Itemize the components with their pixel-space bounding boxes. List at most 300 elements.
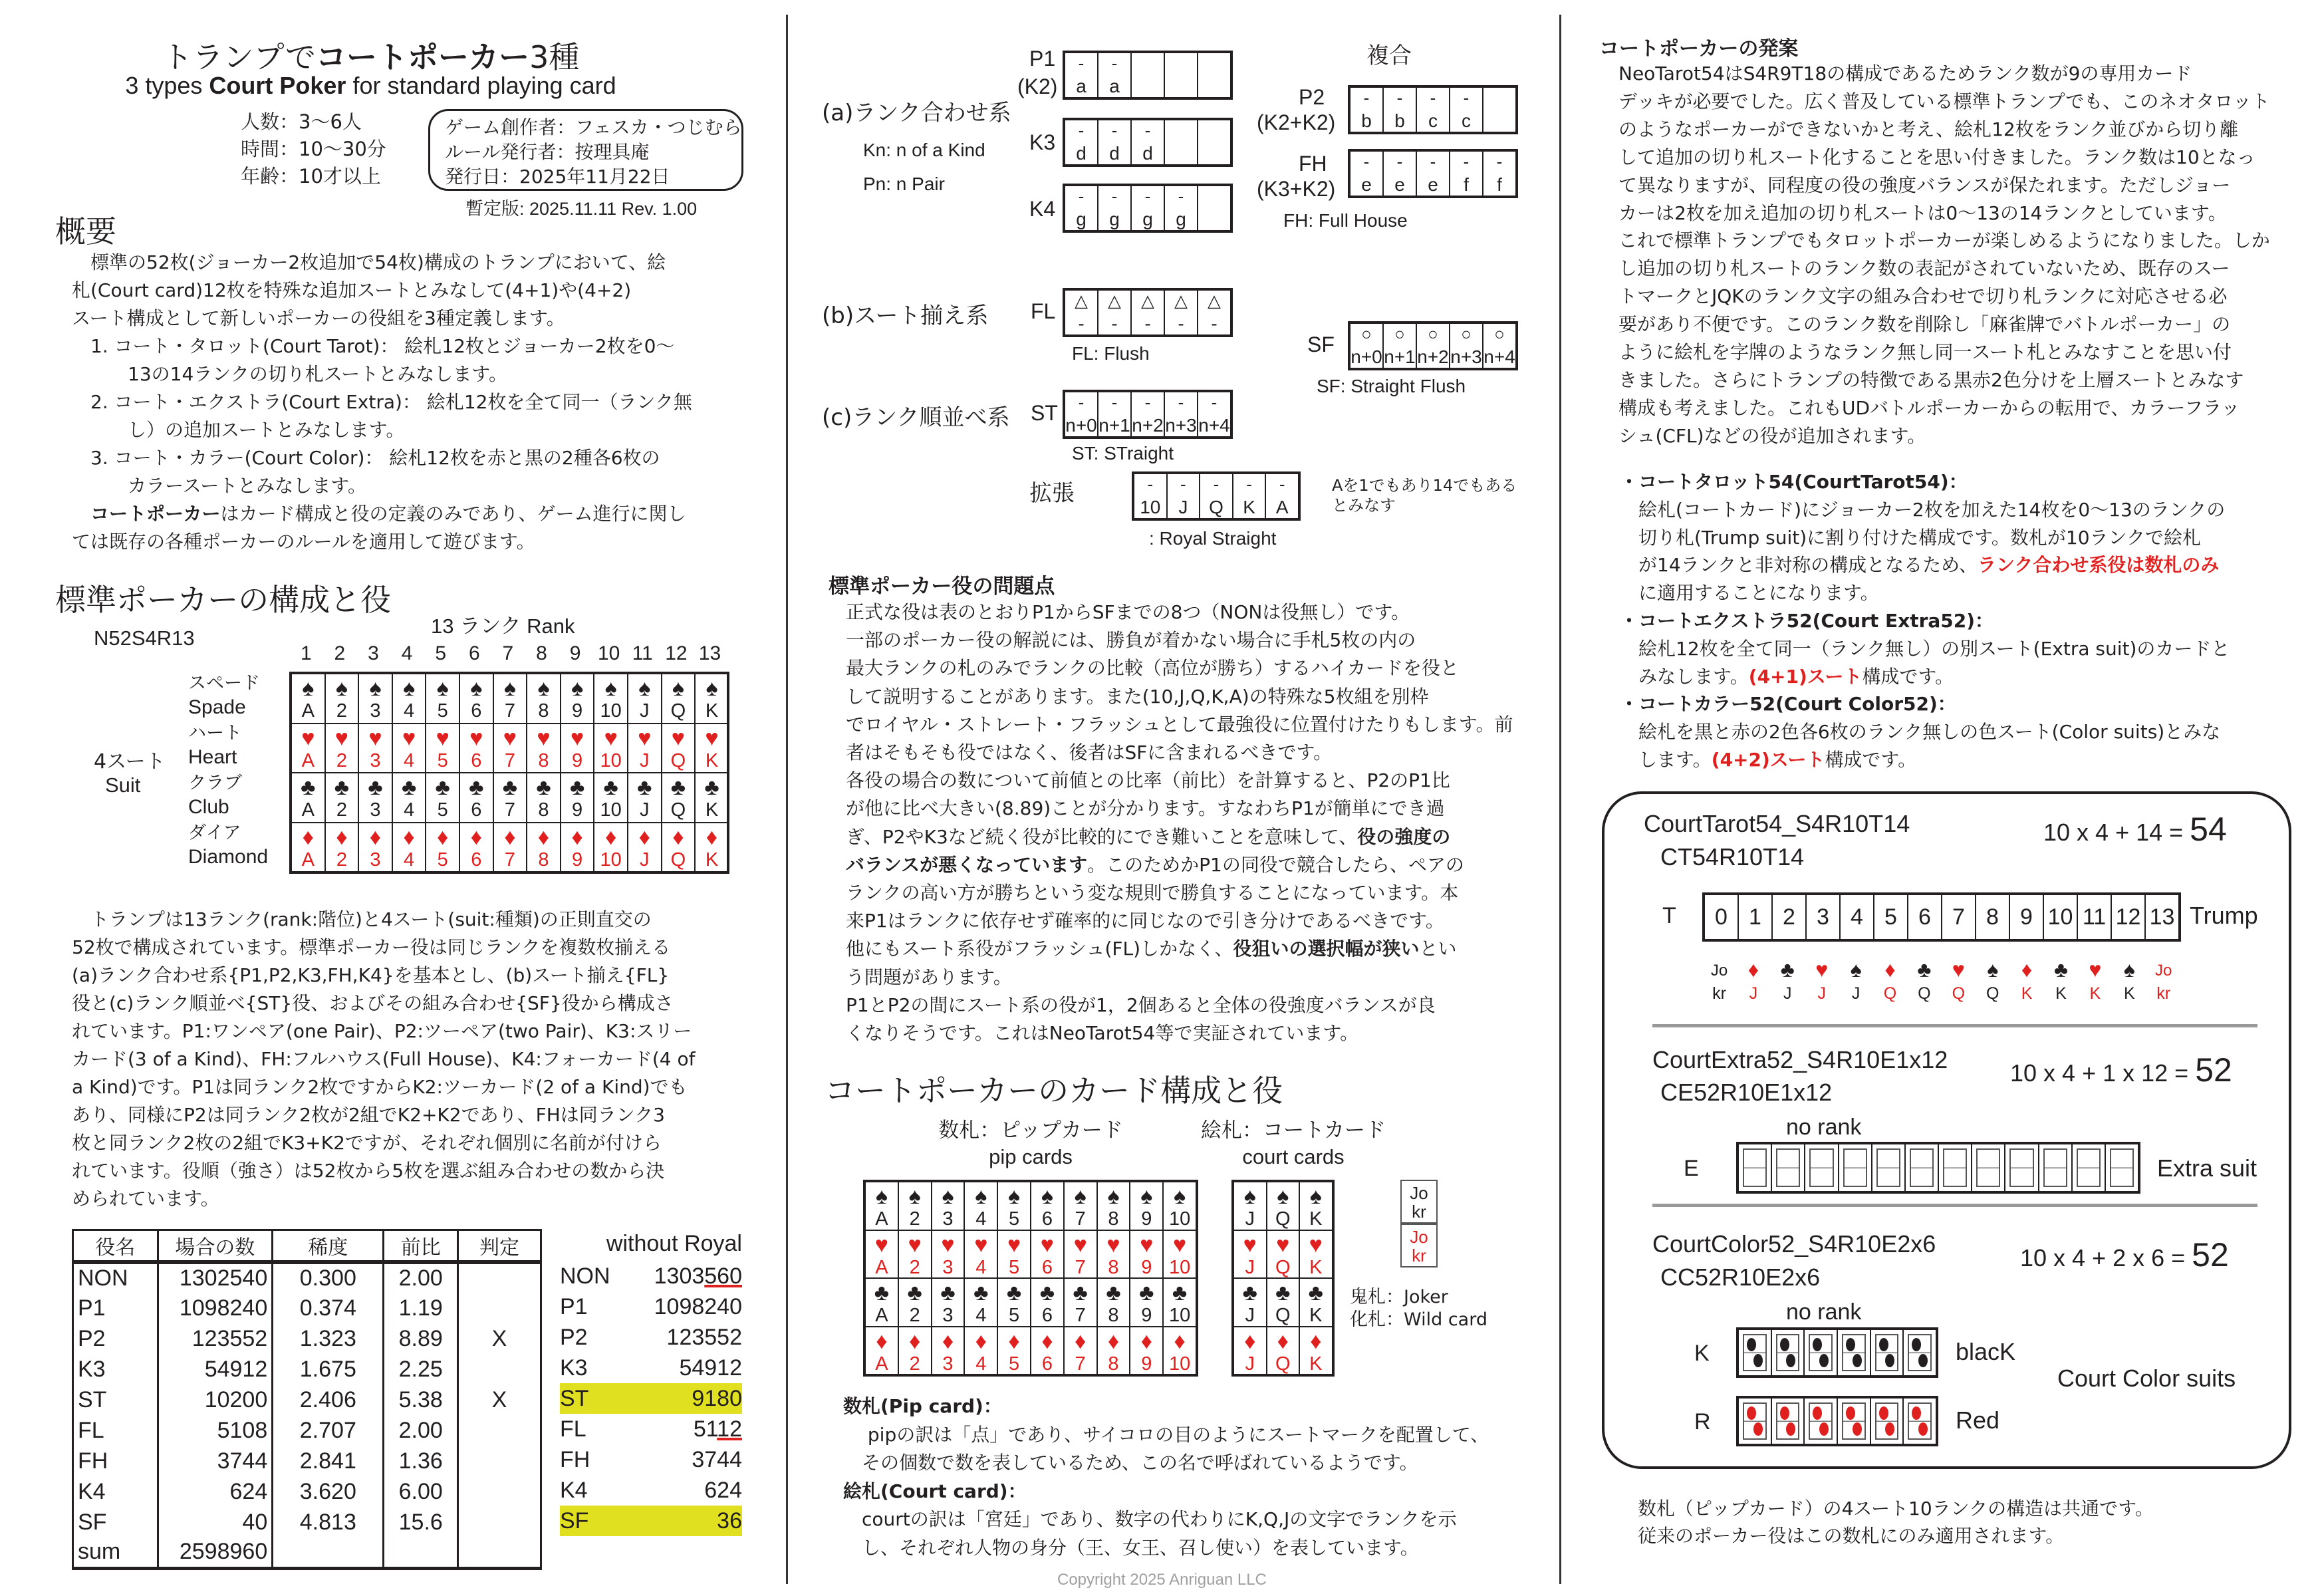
text-line: [843, 1506, 1489, 1534]
table-row: [73, 1476, 541, 1507]
count-main: 624: [704, 1478, 742, 1503]
text-segment: ランク合わせ系役は数札のみ: [1977, 554, 2220, 577]
text-line: [72, 990, 696, 1017]
card-value: n+0: [1350, 346, 1382, 367]
text-line: [1620, 468, 2230, 496]
card-rank: 9: [572, 849, 583, 870]
card-mark: -: [1078, 120, 1085, 140]
suit-diamond-icon: ♦: [1107, 1328, 1120, 1354]
playing-card: [358, 723, 392, 773]
playing-card: [1030, 1181, 1063, 1230]
card-rank: 7: [504, 849, 515, 870]
hand-card: [1197, 186, 1230, 230]
without-royal-row: [560, 1506, 742, 1536]
playing-card: [358, 673, 392, 723]
without-royal-row: [560, 1353, 742, 1383]
suit-diamond-icon: ♦: [1008, 1328, 1020, 1354]
trump-rank-cell: 11: [2077, 895, 2111, 939]
suit-heart-icon: ♥: [368, 725, 382, 751]
proposal-text: [1618, 60, 2270, 450]
rank-match-label: (a)ランク合わせ系: [822, 100, 1011, 126]
playing-card: [964, 1181, 997, 1230]
card-value: d: [1109, 143, 1120, 164]
hand-card: [1482, 152, 1515, 196]
card-rank: 4: [404, 749, 415, 771]
text-line: [1618, 338, 2270, 366]
playing-card: [459, 822, 493, 872]
copyright: Copyright 2025 Anriguan LLC: [1057, 1571, 1267, 1589]
text-segment: 札(Court card)12枚を特殊な追加スートとみなして(4+1)や(4+2): [72, 279, 632, 301]
hand-k4-diagram: [1063, 184, 1233, 233]
suit-label-en: Heart: [188, 746, 237, 768]
table-cell: X: [458, 1385, 541, 1415]
card-rank: K: [705, 799, 719, 821]
court-heading: コートポーカーのカード構成と役: [825, 1073, 1283, 1109]
trump-rank-cell: 8: [1975, 895, 2009, 939]
text-line: [846, 879, 1513, 907]
pip-dot-icon: [1780, 1406, 1789, 1420]
table-cell: K3: [73, 1354, 158, 1385]
pip-dot-icon: [1853, 1354, 1862, 1367]
suit-heart-icon: ♥: [301, 725, 315, 751]
suit-heart-icon: ♥: [436, 725, 450, 751]
hand-card: [1449, 152, 1482, 196]
tarot-formula: [2043, 810, 2227, 849]
without-royal-row: [560, 1261, 742, 1291]
text-segment: ぎ、P2やK3など続く役が比較的にでき難いことを意味して、: [846, 825, 1358, 848]
playing-card: [1129, 1230, 1162, 1278]
wild-note: 化札：Wild card: [1350, 1309, 1487, 1330]
card-rank: 3: [370, 700, 381, 722]
playing-card: [1162, 1277, 1196, 1326]
trump-rank-cell: 0: [1715, 904, 1728, 930]
card-rank: 5: [1009, 1353, 1020, 1375]
table-cell: [273, 1537, 384, 1568]
text-segment: 標準の52枚(ジョーカー2枚追加で54枚)構成のトランプにおいて、絵: [72, 251, 666, 273]
text-line: [72, 360, 692, 388]
card-rank: 4: [975, 1208, 987, 1230]
text-line: [846, 992, 1513, 1019]
trump-rank-cell: 13: [2144, 895, 2178, 939]
table-row: [73, 1507, 541, 1537]
text-segment: が他に比べ大きい(8.89)ことが分かります。すなわちP1が簡単にでき過: [846, 797, 1445, 820]
suit-caption-en: Suit: [105, 773, 141, 797]
table-row: [73, 1323, 541, 1354]
hand-sf-diagram: [1348, 321, 1518, 370]
suit-spade-icon: ♠: [604, 676, 617, 701]
card-mark: -: [1144, 186, 1151, 206]
playing-card: [997, 1277, 1030, 1326]
tarot-code: CT54R10T14: [1660, 843, 1805, 870]
suit-caption-jp: 4スート: [94, 750, 166, 773]
table-cell: 4.813: [273, 1507, 384, 1537]
joker-top: Jo: [1410, 1183, 1428, 1203]
hand-card: [1097, 291, 1130, 334]
extra-suit-card: [1804, 1144, 1837, 1191]
text-segment: その個数で数を表しているため、この名で呼ばれているようです。: [843, 1452, 1418, 1474]
title-bold: コートポーカー: [316, 39, 530, 75]
footer-line: 従来のポーカー役はこの数札にのみ適用されます。: [1638, 1525, 2065, 1547]
suit-heart-icon: ♥: [1106, 1232, 1120, 1258]
total: 52: [2195, 1051, 2232, 1089]
hand-st-diagram: [1063, 390, 1233, 439]
suit-icon: ♦: [1747, 958, 1759, 982]
table-cell: 10200: [158, 1385, 273, 1415]
table-cell: 3.620: [273, 1476, 384, 1507]
table-cell: [384, 1537, 458, 1568]
text-segment: [72, 503, 90, 525]
table-cell: 1.323: [273, 1323, 384, 1354]
card-rank: 3: [370, 849, 381, 870]
standard-text: [72, 906, 696, 1213]
text-line: [72, 332, 692, 360]
hand-p1-sub: (K2): [1017, 74, 1058, 98]
hand-name: P1: [560, 1294, 588, 1319]
text-segment: 絵札(Court card)：: [843, 1480, 1027, 1502]
card-value: g: [1109, 209, 1120, 229]
text-line: [846, 823, 1513, 851]
card-rank: 3: [942, 1305, 954, 1326]
count-main: 51: [693, 1416, 717, 1442]
color-suit-row-red: [1736, 1396, 1938, 1446]
table-cell: ST: [73, 1385, 158, 1415]
color-row-name: blacK: [1956, 1338, 2016, 1365]
card-rank: J: [1245, 1353, 1255, 1375]
card-rank: 9: [1141, 1305, 1152, 1326]
suit-diamond-icon: ♦: [1174, 1328, 1186, 1354]
text-line: [1620, 524, 2230, 552]
card-rank: 8: [1108, 1208, 1119, 1230]
text-line: [72, 1185, 696, 1213]
playing-card: [392, 723, 426, 773]
text-segment: します。: [1620, 748, 1712, 771]
extra-suit-card: [1904, 1144, 1938, 1191]
suit-icon: ♦: [1884, 958, 1896, 982]
hand-card: [1065, 186, 1097, 230]
card-rank: 2: [336, 749, 347, 771]
text-segment: 役狙いの選択幅が狭い: [1233, 938, 1420, 960]
table-header: [73, 1230, 541, 1263]
suit-spade-icon: ♠: [571, 676, 584, 701]
hand-fl-caption: FL: Flush: [1072, 343, 1150, 364]
text-line: [1620, 607, 2230, 635]
color-suit-card: [1870, 1398, 1903, 1444]
suit-club-icon: ♣: [334, 775, 350, 800]
text-line: [72, 1129, 696, 1157]
hand-card: [1097, 392, 1130, 436]
table-row: [73, 1262, 541, 1293]
card-rank: 9: [1141, 1256, 1152, 1278]
hand-p2-sub: (K2+K2): [1257, 110, 1336, 134]
hand-card: [1164, 291, 1197, 334]
suit-heart-icon: ♥: [537, 725, 551, 751]
court-text: [843, 1393, 1489, 1562]
hand-p1-label: P1: [1029, 47, 1056, 70]
pn-note: Pn: n Pair: [863, 174, 945, 194]
pip-dot-icon: [1780, 1338, 1789, 1351]
table-cell: 2.707: [273, 1415, 384, 1446]
extra-code: CE52R10E1x12: [1660, 1079, 1833, 1106]
card-rank: K: [705, 749, 719, 771]
extra-suit-card: [1838, 1144, 1871, 1191]
text-line: [843, 1449, 1489, 1478]
card-rank: K: [1309, 1305, 1323, 1326]
playing-card: [864, 1326, 898, 1375]
card-value: n+4: [1198, 415, 1230, 436]
suit-diamond-icon: ♦: [437, 824, 449, 850]
text-line: [1620, 551, 2230, 579]
card-rank: K: [1309, 1208, 1323, 1230]
deck-code: N52S4R13: [94, 626, 195, 650]
playing-card: [694, 673, 728, 723]
suit-diamond-icon: ♦: [369, 824, 382, 850]
suit-icon: ♥: [1815, 958, 1829, 982]
pip-dot-icon: [1912, 1338, 1921, 1351]
suit-diamond-icon: ♦: [504, 824, 516, 850]
suit-club-icon: ♣: [435, 775, 450, 800]
suit-club-icon: ♣: [704, 775, 719, 800]
players: 人数：3～6人: [241, 110, 362, 133]
playing-card: [661, 772, 695, 822]
count-main: 9180: [692, 1386, 742, 1411]
text-segment: 絵札を黒と赤の2色各6枚のランク無しの色スート(Color suits)とみな: [1620, 721, 2221, 743]
trump-rank-cell: 12: [2111, 895, 2144, 939]
suit-spade-icon: ♠: [706, 676, 718, 701]
playing-card: [997, 1326, 1030, 1375]
table-cell: 123552: [158, 1323, 273, 1354]
text-segment: みなします。: [1620, 665, 1749, 688]
hand-card: [1097, 120, 1130, 164]
hand-royal-diagram: [1132, 471, 1301, 521]
suit-spade-icon: ♠: [975, 1184, 987, 1209]
playing-card: [291, 673, 324, 723]
hand-name: FH: [560, 1447, 590, 1472]
composite-label: 複合: [1366, 43, 1412, 69]
color-code: CC52R10E2x6: [1660, 1264, 1821, 1291]
pip-dot-icon: [1885, 1422, 1894, 1436]
hand-name: P2: [560, 1325, 588, 1350]
playing-card: [1266, 1181, 1299, 1230]
hand-card: [1482, 324, 1515, 368]
text-segment: して説明することがあります。また(10,J,Q,K,A)の特殊な5枚組を別枠: [846, 685, 1429, 708]
text-line: [846, 795, 1513, 823]
text-segment: 要があり不便です。このランク数を削除し「麻雀牌でバトルポーカー」の: [1618, 313, 2231, 336]
suit-club-icon: ♣: [1242, 1280, 1257, 1305]
hand-card: [1130, 120, 1164, 164]
suit-diamond-icon: ♦: [403, 824, 415, 850]
table-cell: 2.00: [384, 1262, 458, 1293]
color-suit-card: [1902, 1330, 1936, 1375]
pip-dot-icon: [1853, 1422, 1862, 1436]
hand-fl-diagram: [1063, 288, 1233, 337]
card-rank: Q: [1883, 984, 1897, 1003]
card-rank: 2: [336, 799, 347, 821]
subtitle-pre: 3 types: [125, 72, 209, 99]
card-rank: 4: [404, 799, 415, 821]
text-segment: バランスが悪くなっています: [846, 853, 1088, 876]
text-line: [1618, 144, 2270, 172]
column-header: 場合の数: [158, 1230, 273, 1263]
hand-card: [1382, 324, 1416, 368]
card-rank: 8: [1108, 1305, 1119, 1326]
joker-label: Jo: [1710, 962, 1728, 980]
hand-card: [1265, 474, 1298, 518]
formula: 10 x 4 + 2 x 6 =: [2020, 1244, 2192, 1271]
suit-icon: ♠: [1987, 958, 1999, 982]
variant-bullets: [1620, 468, 2230, 774]
subtitle-post: for standard playing card: [346, 72, 616, 99]
suit-club-icon: ♣: [670, 775, 686, 800]
text-segment: して追加の切り札スート化することを思い付きました。ランク数は10となっ: [1618, 146, 2255, 168]
playing-card: [864, 1277, 898, 1326]
hand-card: [1130, 53, 1164, 97]
card-value: a: [1109, 76, 1120, 96]
suit-diamond-icon: ♦: [876, 1328, 888, 1354]
extra-no-rank: no rank: [1786, 1115, 1862, 1140]
hand-card: [1164, 53, 1197, 97]
court-title: [1197, 1117, 1390, 1170]
playing-card: [1162, 1181, 1196, 1230]
table-cell: K4: [73, 1476, 158, 1507]
card-mark: -: [1246, 474, 1252, 494]
suit-club-icon: ♣: [301, 775, 316, 800]
playing-card: [392, 822, 426, 872]
suit-diamond-icon: ♦: [605, 824, 617, 850]
text-segment: デッキが必要でした。広く普及している標準トランプでも、このネオタロット: [1618, 90, 2270, 112]
color-row-label: K: [1694, 1341, 1710, 1366]
card-inner: [1776, 1334, 1800, 1371]
text-segment: のようなポーカーができないかと考え、絵札12枚をランク並びから切り離: [1618, 118, 2239, 140]
text-line: [72, 1157, 696, 1185]
suit-spade-icon: ♠: [1309, 1184, 1322, 1209]
suit-heart-icon: ♥: [974, 1232, 988, 1258]
card-value: n+4: [1483, 346, 1515, 367]
card-rank: J: [1817, 984, 1826, 1003]
card-rank: A: [301, 799, 315, 821]
text-line: [1620, 718, 2230, 746]
playing-card: [694, 822, 728, 872]
playing-card: [661, 822, 695, 872]
suit-club-icon: ♣: [401, 775, 417, 800]
table-cell: NON: [73, 1262, 158, 1293]
table-cell: 3744: [158, 1446, 273, 1476]
text-segment: でロイヤル・ストレート・フラッシュとして最強役に位置付けたりもします。前: [846, 713, 1513, 735]
playing-card: [1030, 1230, 1063, 1278]
hand-count: [692, 1383, 742, 1414]
trump-rank-cell: 9: [2009, 895, 2043, 939]
text-line: [1620, 579, 2230, 607]
rank-number: 11: [632, 642, 653, 664]
text-line: [72, 444, 692, 472]
card-value: c: [1428, 110, 1438, 131]
text-line: [72, 528, 692, 556]
title-tail: 3種: [529, 39, 580, 75]
table-cell: 1.675: [273, 1354, 384, 1385]
text-segment: 枚と同ランク2枚の2組でK3+K2ですが、それぞれ個別に名前が付けら: [72, 1132, 662, 1154]
playing-card: [392, 673, 426, 723]
suit-label-en: Diamond: [188, 846, 269, 868]
suit-club-icon: ♣: [1139, 1280, 1154, 1305]
text-segment: スート構成として新しいポーカーの役組を3種定義します。: [72, 307, 565, 329]
rank-number: 6: [468, 642, 480, 664]
overview-text: [72, 249, 692, 556]
card-rank: 5: [1009, 1256, 1020, 1278]
text-segment: れています。P1:ワンペア(one Pair)、P2:ツーペア(two Pair)、K3:スリー: [72, 1020, 692, 1042]
hand-name: K4: [560, 1478, 588, 1503]
card-value: n+0: [1065, 415, 1097, 436]
card-rank: K: [2055, 984, 2067, 1003]
court-title-jp: 絵札：コートカード: [1200, 1119, 1386, 1142]
card-mark: -: [1363, 88, 1370, 108]
suit-spade-icon: ♠: [470, 676, 483, 701]
text-segment: NeoTarot54はS4R9T18の構成であるためランク数が9の専用カード: [1618, 63, 2192, 84]
problems-heading: 標準ポーカー役の問題点: [829, 575, 1055, 598]
rank-number: 3: [368, 642, 379, 664]
suit-spade-icon: ♠: [302, 676, 315, 701]
hand-card: [1065, 53, 1097, 97]
suit-spade-icon: ♠: [1008, 1184, 1021, 1209]
playing-card: [1063, 1181, 1096, 1230]
card-mark: △: [1141, 291, 1154, 311]
table-cell: 8.89: [384, 1323, 458, 1354]
card-inner: [2043, 1148, 2067, 1187]
card-rank: 8: [538, 700, 549, 722]
suit-label-jp: ダイア: [188, 823, 241, 843]
suit-heart-icon: ♥: [941, 1232, 955, 1258]
card-mark: △: [1174, 291, 1188, 311]
suit-heart-icon: ♥: [503, 725, 517, 751]
text-line: [843, 1478, 1489, 1506]
card-rank: 10: [1168, 1256, 1191, 1278]
table-cell: X: [458, 1323, 541, 1354]
publisher: ルール発行者：按理具庵: [445, 141, 650, 163]
card-rank: A: [875, 1208, 888, 1230]
extra-suit-card: [2071, 1144, 2105, 1191]
hand-fh-diagram: [1348, 149, 1518, 198]
card-value: n+3: [1165, 415, 1197, 436]
card-rank: A: [301, 849, 315, 870]
table-cell: [458, 1354, 541, 1385]
text-line: [1620, 690, 2230, 718]
card-rank: 7: [504, 749, 515, 771]
rank-number: 5: [435, 642, 447, 664]
joker-bottom: kr: [1412, 1246, 1426, 1265]
table-cell: 0.374: [273, 1293, 384, 1323]
hand-card: [1232, 474, 1265, 518]
text-line: [846, 626, 1513, 654]
playing-card: [1030, 1326, 1063, 1375]
text-segment: はカード構成と役の定義のみであり、ゲーム進行に関し: [220, 503, 686, 525]
card-mark: ○: [1494, 324, 1505, 344]
text-segment: し追加の切り札スートのランク数の表記がされていないため、既存のスー: [1618, 257, 2230, 280]
text-segment: に適用することになります。: [1620, 582, 1879, 604]
pip-dot-icon: [1918, 1354, 1928, 1367]
card-rank: kr: [2156, 984, 2171, 1003]
suit-diamond-icon: ♦: [571, 824, 583, 850]
card-mark: -: [1111, 392, 1118, 412]
pip-dot-icon: [1918, 1422, 1928, 1436]
hand-card: [1164, 120, 1197, 164]
suit-club-icon: ♣: [368, 775, 383, 800]
joker-card: [1400, 1180, 1438, 1224]
text-line: [843, 1421, 1489, 1450]
playing-card: [425, 772, 459, 822]
text-line: [846, 935, 1513, 963]
playing-card: [1266, 1277, 1299, 1326]
text-line: [1620, 635, 2230, 663]
playing-card: [425, 723, 459, 773]
card-value: Q: [1209, 497, 1223, 517]
